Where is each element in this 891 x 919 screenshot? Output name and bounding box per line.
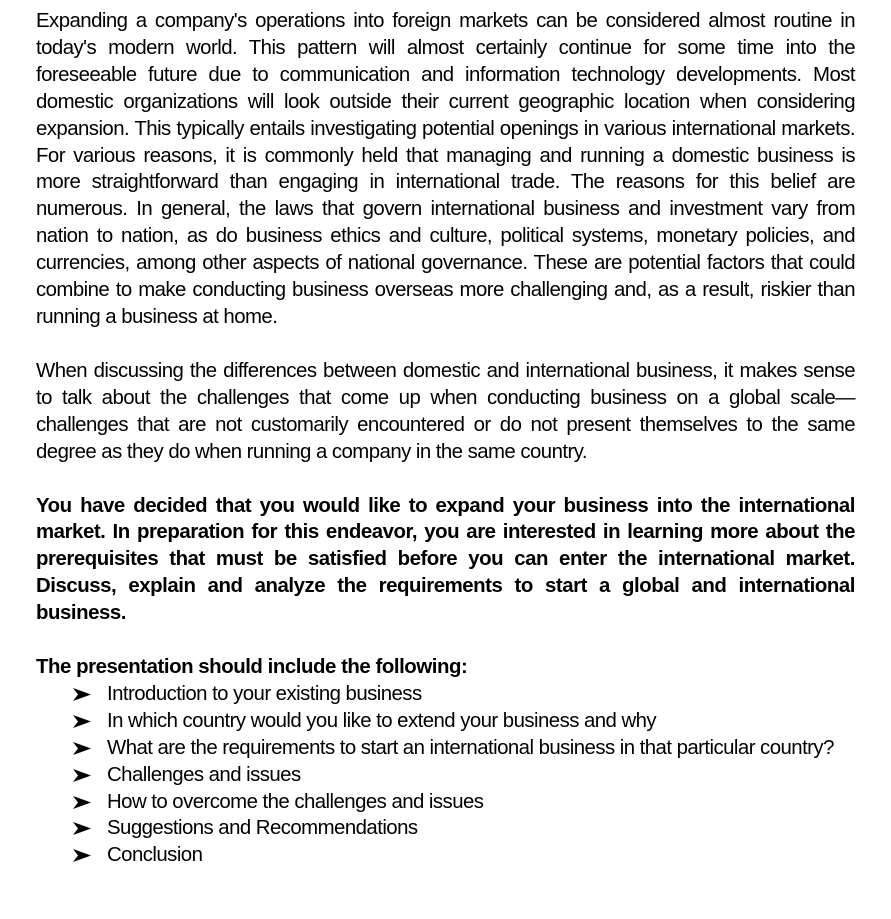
list-item-text: Conclusion (107, 844, 203, 867)
list-item (73, 708, 855, 735)
list-item (73, 735, 855, 762)
arrowhead-bullet-icon (73, 688, 91, 701)
requirements-heading: The presentation should include the following: (36, 656, 468, 679)
list-item-text: In which country would you like to extend your business and why (107, 709, 657, 732)
list-item-text: Introduction to your existing business (107, 682, 422, 705)
intro-paragraph: Expanding a company's operations into foreign markets can be considered almost routine in today's modern world. This pattern will almost certainly continue for some time into the foreseeable future due to communication and information technology developments. Most domestic organizations will look outside their current geographic location when considering expansion. This typically entails investigating potential openings in various international markets. For various reasons, it is commonly held that managing and running a domestic business is more straightforward than engaging in international trade. The reasons for this belief are numerous. In general, the laws that govern international business and investment vary from nation to nation, as do business ethics and culture, political systems, monetary policies, and currencies, among other aspects of national governance. These are potential factors that could combine to make conducting business overseas more challenging and, as a result, riskier than running a business at home. (36, 10, 855, 328)
arrowhead-bullet-icon (73, 796, 91, 809)
requirements-list (36, 681, 855, 869)
document-page (36, 8, 855, 869)
differences-paragraph: When discussing the differences between domestic and international business, it makes sense to talk about the challenges that come up when conducting business on a global scale—challenges that are not customarily encountered or do not present themselves to the same degree as they do when running a company in the same country. (36, 359, 855, 463)
arrowhead-bullet-icon (73, 849, 91, 862)
arrowhead-bullet-icon (73, 715, 91, 728)
arrowhead-bullet-icon (73, 769, 91, 782)
list-item-text: Challenges and issues (107, 763, 301, 786)
list-item (73, 815, 855, 842)
list-item-text: How to overcome the challenges and issues (107, 790, 484, 813)
arrowhead-bullet-icon (73, 742, 91, 755)
arrowhead-bullet-icon (73, 822, 91, 835)
list-item (73, 842, 855, 869)
list-item-text: What are the requirements to start an international business in that particular country? (107, 736, 834, 759)
list-item (73, 681, 855, 708)
task-paragraph: You have decided that you would like to expand your business into the international market. In preparation for this endeavor, you are interested in learning more about the prerequisites that must be satisfied before you can enter the international market. Discuss, explain and analyze the requirements to start a global and international business. (36, 494, 855, 625)
list-item-text: Suggestions and Recommendations (107, 817, 418, 840)
list-item (73, 789, 855, 816)
list-item (73, 762, 855, 789)
